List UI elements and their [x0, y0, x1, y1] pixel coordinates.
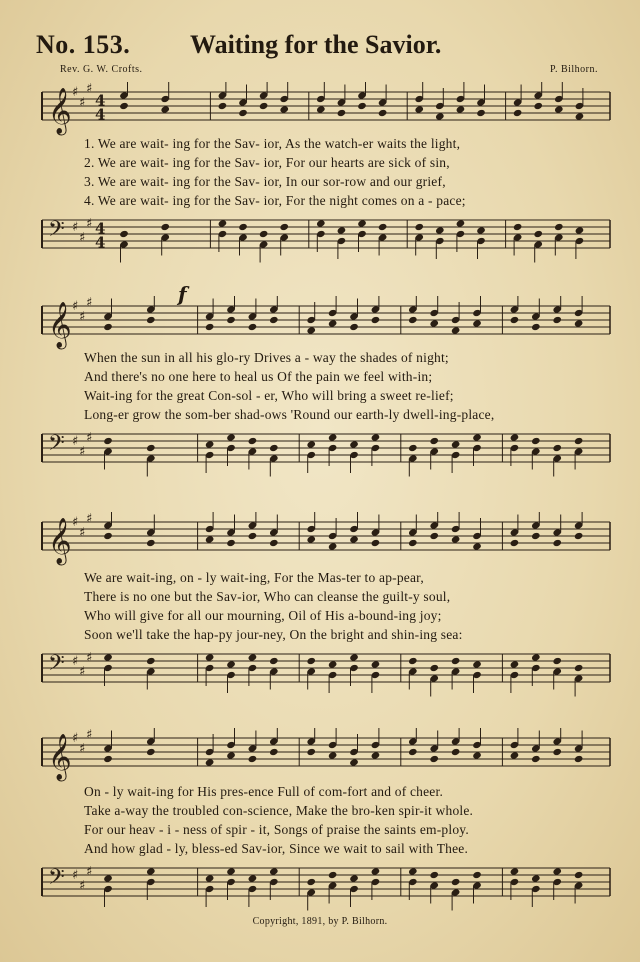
bass-clef-icon: 𝄢: [48, 217, 65, 247]
note-head: [472, 660, 482, 668]
note-head: [533, 230, 543, 238]
sharp-icon: ♯: [86, 512, 93, 527]
note-head: [119, 102, 129, 110]
note-head: [552, 867, 562, 875]
treble-clef-icon: 𝄞: [48, 88, 72, 134]
note-head: [476, 109, 486, 117]
note-head: [226, 751, 236, 759]
treble-staff: [38, 728, 612, 788]
note-head: [574, 437, 584, 445]
note-head: [103, 755, 113, 763]
note-head: [306, 535, 316, 543]
note-head: [451, 748, 461, 756]
note-head: [371, 316, 381, 324]
note-head: [349, 874, 359, 882]
note-head: [160, 105, 170, 113]
sharp-icon: ♯: [79, 525, 86, 541]
note-head: [408, 444, 418, 452]
note-head: [371, 751, 381, 759]
lyrics-block: [84, 134, 640, 210]
note-head: [451, 878, 461, 886]
note-head: [103, 437, 113, 445]
note-head: [269, 539, 279, 547]
note-head: [510, 433, 520, 441]
time-signature-digit: 4: [95, 219, 106, 238]
sharp-icon: ♯: [72, 515, 79, 530]
note-head: [552, 316, 562, 324]
lyrics-block: [84, 782, 640, 858]
note-head: [146, 444, 156, 452]
note-head: [531, 653, 541, 661]
note-head: [531, 874, 541, 882]
sharp-icon: ♯: [86, 216, 93, 232]
sharp-icon: ♯: [79, 878, 86, 894]
note-head: [429, 664, 439, 672]
sharp-icon: ♯: [79, 444, 86, 460]
note-head: [451, 440, 461, 448]
note-head: [248, 755, 258, 763]
sharp-icon: ♯: [72, 85, 79, 100]
note-head: [248, 874, 258, 882]
note-head: [279, 105, 289, 113]
note-head: [408, 867, 418, 875]
treble-clef-icon: 𝄞: [48, 734, 72, 780]
dynamic-forte: f: [178, 282, 187, 306]
note-head: [205, 653, 215, 661]
sharp-icon: ♯: [86, 728, 93, 743]
hymn-number: No. 153.: [36, 30, 131, 59]
note-head: [575, 112, 585, 120]
lyrics-block: [84, 348, 640, 424]
note-head: [408, 539, 418, 547]
lyric-verse-4: Long-er grow the som-ber shad-ows 'Round our earth-ly dwell-ing-place,: [84, 407, 495, 422]
lyric-verse-1: On - ly wait-ing for His pres-ence Full of com-fort and of cheer.: [84, 784, 444, 799]
note-head: [269, 444, 279, 452]
note-head: [357, 102, 367, 110]
note-head: [146, 657, 156, 665]
note-head: [552, 748, 562, 756]
sharp-icon: ♯: [86, 82, 93, 97]
note-head: [531, 755, 541, 763]
note-head: [306, 748, 316, 756]
note-head: [472, 542, 482, 550]
note-head: [574, 532, 584, 540]
note-head: [269, 748, 279, 756]
treble-clef-icon: 𝄞: [48, 518, 72, 564]
note-head: [146, 867, 156, 875]
note-head: [238, 109, 248, 117]
note-head: [552, 657, 562, 665]
bass-clef-icon: 𝄢: [48, 865, 65, 895]
note-head: [574, 871, 584, 879]
sharp-icon: ♯: [72, 868, 79, 883]
bass-staff: [38, 424, 612, 484]
time-signature-digit: 4: [95, 105, 106, 124]
note-head: [103, 874, 113, 882]
note-head: [408, 316, 418, 324]
lyrics-block: [84, 568, 640, 644]
sharp-icon: ♯: [72, 299, 79, 314]
note-head: [205, 758, 215, 766]
sharp-icon: ♯: [86, 650, 93, 666]
note-head: [160, 223, 170, 231]
lyric-verse-3: Who will give for all our mourning, Oil of His a-bound-ing joy;: [84, 608, 442, 623]
note-head: [259, 102, 269, 110]
sharp-icon: ♯: [86, 430, 93, 446]
note-head: [218, 219, 228, 227]
note-head: [533, 102, 543, 110]
note-head: [513, 223, 523, 231]
note-head: [451, 326, 461, 334]
lyric-verse-1: We are wait-ing, on - ly wait-ing, For the Mas-ter to ap-pear,: [84, 570, 424, 585]
lyric-verse-4: 4. We are wait- ing for the Sav- ior, For the night comes on a - pace;: [84, 193, 466, 208]
note-head: [574, 319, 584, 327]
note-head: [248, 653, 258, 661]
note-head: [103, 323, 113, 331]
note-head: [371, 433, 381, 441]
note-head: [451, 535, 461, 543]
note-head: [531, 437, 541, 445]
note-head: [510, 539, 520, 547]
time-signature-digit: 4: [95, 233, 106, 252]
note-head: [429, 871, 439, 879]
sharp-icon: ♯: [79, 664, 86, 680]
sharp-icon: ♯: [79, 230, 86, 246]
note-head: [574, 664, 584, 672]
composer-credit: P. Bilhorn.: [549, 64, 598, 75]
note-head: [306, 657, 316, 665]
sharp-icon: ♯: [79, 309, 86, 325]
note-head: [429, 437, 439, 445]
note-head: [328, 751, 338, 759]
note-head: [337, 109, 347, 117]
note-head: [575, 226, 585, 234]
note-head: [306, 326, 316, 334]
note-head: [349, 323, 359, 331]
treble-staff: [38, 296, 612, 356]
treble-clef-icon: 𝄞: [48, 302, 72, 348]
note-head: [408, 657, 418, 665]
note-head: [371, 867, 381, 875]
note-head: [378, 109, 388, 117]
note-head: [554, 105, 564, 113]
sharp-icon: ♯: [72, 731, 79, 746]
note-head: [226, 539, 236, 547]
note-head: [218, 102, 228, 110]
note-head: [146, 748, 156, 756]
note-head: [269, 657, 279, 665]
note-head: [238, 223, 248, 231]
note-head: [248, 323, 258, 331]
note-head: [429, 532, 439, 540]
note-head: [510, 867, 520, 875]
bass-clef-icon: 𝄢: [48, 651, 65, 681]
note-head: [513, 109, 523, 117]
note-head: [248, 532, 258, 540]
note-head: [476, 226, 486, 234]
sharp-icon: ♯: [72, 654, 79, 669]
note-head: [205, 323, 215, 331]
note-head: [574, 755, 584, 763]
lyric-verse-4: And how glad - ly, bless-ed Sav-ior, Since we wait to sail with Thee.: [84, 841, 469, 856]
note-head: [429, 319, 439, 327]
note-head: [205, 874, 215, 882]
bass-staff: [38, 858, 612, 918]
sharp-icon: ♯: [86, 296, 93, 311]
lyric-verse-2: There is no one but the Sav-ior, Who can cleanse the guilt-y soul,: [84, 589, 451, 604]
sharp-icon: ♯: [72, 220, 79, 235]
note-head: [226, 867, 236, 875]
sharp-icon: ♯: [72, 434, 79, 449]
note-head: [226, 433, 236, 441]
bass-staff: [38, 644, 612, 704]
lyric-verse-2: And there's no one here to heal us Of the pain we feel with-in;: [84, 369, 433, 384]
note-head: [226, 316, 236, 324]
note-head: [371, 660, 381, 668]
lyric-verse-1: 1. We are wait- ing for the Sav- ior, As the watch-er waits the light,: [84, 136, 461, 151]
hymn-title: Waiting for the Savior.: [190, 30, 442, 59]
note-head: [248, 437, 258, 445]
note-head: [316, 105, 326, 113]
note-head: [378, 223, 388, 231]
note-head: [328, 319, 338, 327]
note-head: [269, 867, 279, 875]
note-head: [531, 532, 541, 540]
note-head: [472, 871, 482, 879]
note-head: [146, 316, 156, 324]
note-head: [349, 440, 359, 448]
note-head: [103, 532, 113, 540]
note-head: [306, 440, 316, 448]
note-head: [279, 223, 289, 231]
note-head: [259, 230, 269, 238]
treble-staff: [38, 82, 612, 142]
note-head: [510, 751, 520, 759]
lyric-verse-3: For our heav - i - ness of spir - it, Songs of praise the saints em-ploy.: [84, 822, 469, 837]
lyric-verse-2: 2. We are wait- ing for the Sav- ior, For our hearts are sick of sin,: [84, 155, 450, 170]
note-head: [328, 871, 338, 879]
note-head: [472, 751, 482, 759]
lyric-verse-1: When the sun in all his glo-ry Drives a - way the shades of night;: [84, 350, 449, 365]
note-head: [269, 316, 279, 324]
lyric-verse-2: Take a-way the troubled con-science, Make the bro-ken spir-it whole.: [84, 803, 474, 818]
note-head: [205, 440, 215, 448]
note-head: [456, 219, 466, 227]
note-head: [510, 316, 520, 324]
note-head: [371, 539, 381, 547]
note-head: [306, 878, 316, 886]
note-head: [119, 230, 129, 238]
note-head: [414, 223, 424, 231]
note-head: [349, 758, 359, 766]
note-head: [349, 535, 359, 543]
note-head: [349, 653, 359, 661]
bass-clef-icon: 𝄢: [48, 431, 65, 461]
note-head: [328, 660, 338, 668]
lyric-verse-3: 3. We are wait- ing for the Sav- ior, In our sor-row and our grief,: [84, 174, 446, 189]
lyricist-credit: Rev. G. W. Crofts.: [60, 64, 143, 75]
note-head: [552, 444, 562, 452]
note-head: [337, 226, 347, 234]
note-head: [531, 323, 541, 331]
treble-staff: [38, 512, 612, 572]
note-head: [226, 660, 236, 668]
note-head: [554, 223, 564, 231]
note-head: [205, 535, 215, 543]
lyric-verse-3: Wait-ing for the great Con-sol - er, Who will bring a sweet re-lief;: [84, 388, 454, 403]
note-head: [451, 657, 461, 665]
note-head: [328, 433, 338, 441]
note-head: [472, 319, 482, 327]
note-head: [408, 748, 418, 756]
copyright-notice: Copyright, 1891, by P. Bilhorn.: [252, 916, 388, 927]
note-head: [429, 755, 439, 763]
note-head: [146, 539, 156, 547]
note-head: [328, 542, 338, 550]
note-head: [357, 219, 367, 227]
bass-staff: [38, 210, 612, 270]
note-head: [414, 105, 424, 113]
sharp-icon: ♯: [79, 741, 86, 757]
note-head: [435, 112, 445, 120]
note-head: [103, 653, 113, 661]
note-head: [552, 539, 562, 547]
note-head: [456, 105, 466, 113]
note-head: [472, 433, 482, 441]
note-head: [510, 660, 520, 668]
time-signature-digit: 4: [95, 91, 106, 110]
sharp-icon: ♯: [86, 864, 93, 880]
note-head: [316, 219, 326, 227]
sharp-icon: ♯: [79, 95, 86, 111]
note-head: [435, 226, 445, 234]
lyric-verse-4: Soon we'll take the hap-py jour-ney, On the bright and shin-ing sea:: [84, 627, 463, 642]
